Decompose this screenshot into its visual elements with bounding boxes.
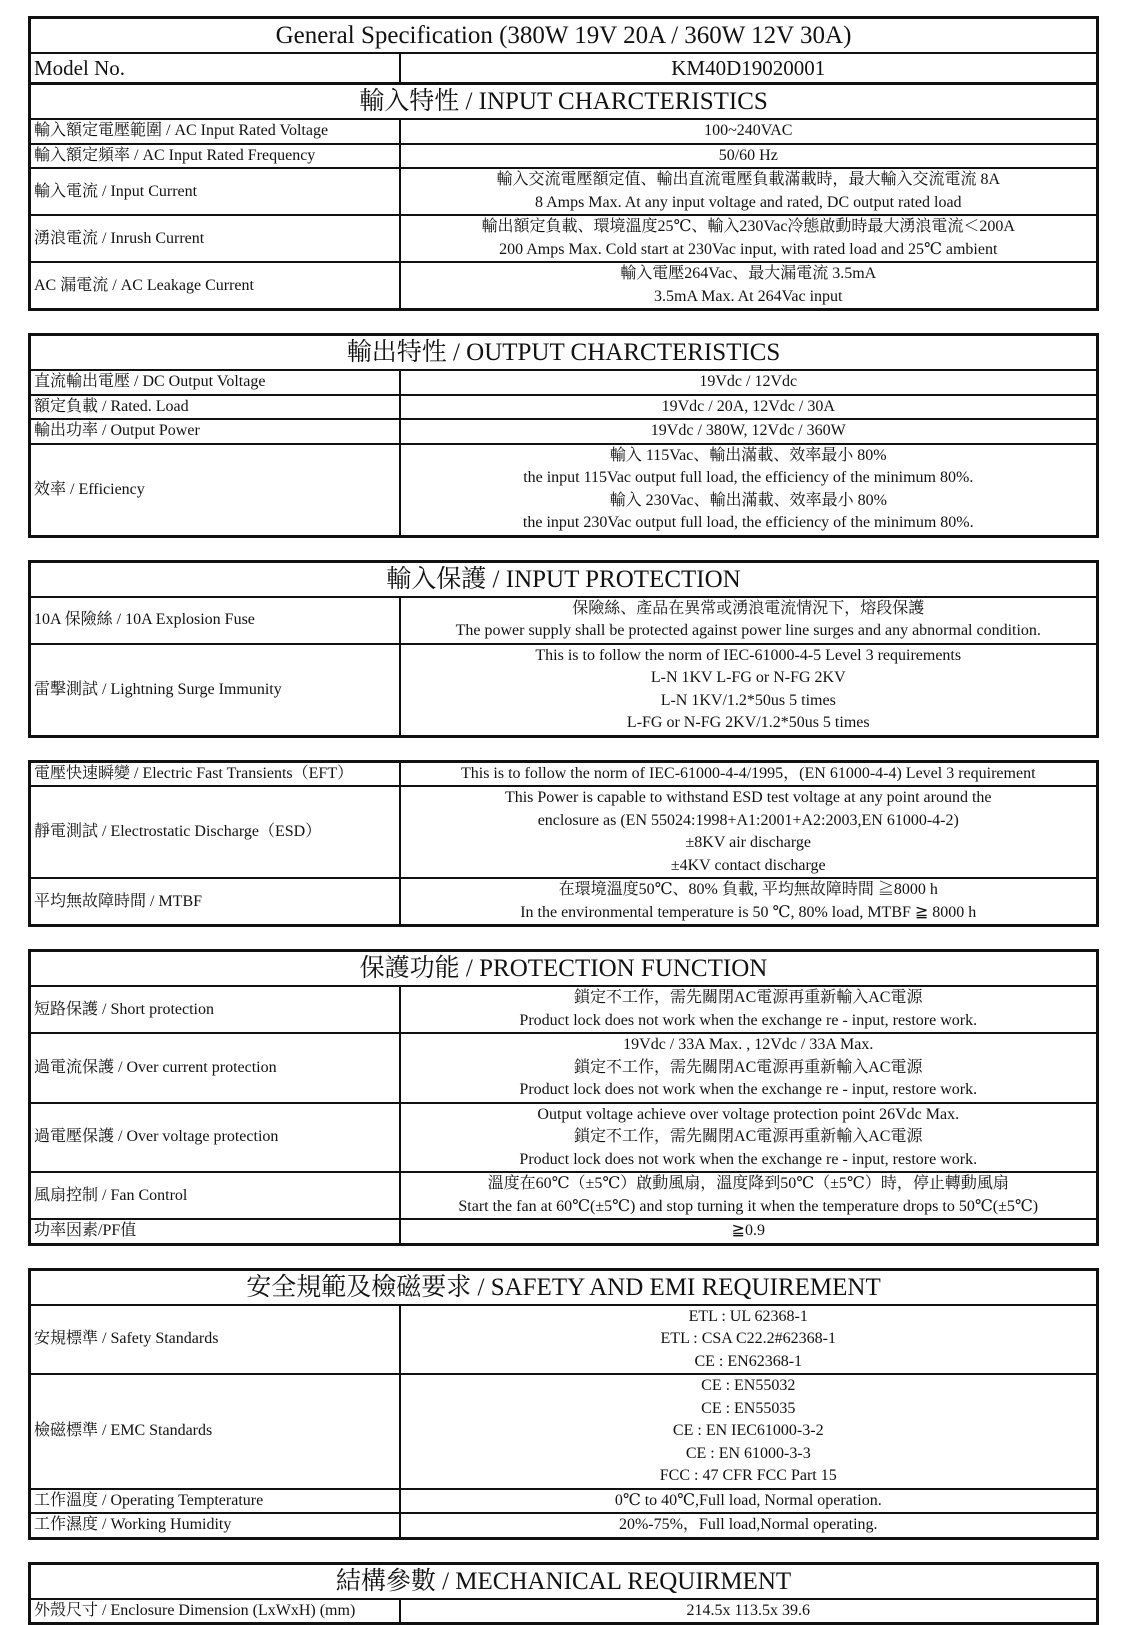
spec-label: 電壓快速瞬變 / Electric Fast Transients（EFT）: [30, 761, 400, 786]
spec-label: 靜電測試 / Electrostatic Discharge（ESD）: [30, 786, 400, 878]
spec-value-line: 輸入電壓264Vac、最大漏電流 3.5mA: [404, 263, 1094, 286]
spec-value: [400, 1033, 1098, 1103]
spec-label: 輸入電流 / Input Current: [30, 168, 400, 215]
document-title: General Specification (380W 19V 20A / 360W 12V 30A): [30, 18, 1098, 54]
spec-section: [28, 760, 1099, 928]
spec-section: [28, 1268, 1099, 1540]
section-title: 輸入保護 / INPUT PROTECTION: [30, 561, 1098, 597]
spec-value-line: Start the fan at 60℃(±5℃) and stop turning it when the temperature drops to 50℃(±5℃): [404, 1196, 1094, 1219]
spec-value-line: FCC : 47 CFR FCC Part 15: [404, 1465, 1094, 1488]
section-spacer: [28, 1246, 1096, 1268]
spec-row: [30, 1599, 1098, 1624]
spec-value-line: 200 Amps Max. Cold start at 230Vac input, with rated load and 25℃ ambient: [404, 239, 1094, 262]
spec-value-line: the input 230Vac output full load, the efficiency of the minimum 80%.: [404, 512, 1094, 535]
section-title: 安全規範及檢磁要求 / SAFETY AND EMI REQUIREMENT: [30, 1269, 1098, 1305]
spec-value-line: 20%-75%，Full load,Normal operating.: [404, 1514, 1094, 1537]
spec-value-line: In the environmental temperature is 50 ℃, 80% load, MTBF ≧ 8000 h: [404, 902, 1094, 925]
spec-value-line: CE : EN62368-1: [404, 1351, 1094, 1374]
spec-label: 風扇控制 / Fan Control: [30, 1172, 400, 1219]
spec-section: [28, 1562, 1099, 1625]
spec-value-line: Product lock does not work when the exchange re - input, restore work.: [404, 1010, 1094, 1033]
spec-label: 直流輸出電壓 / DC Output Voltage: [30, 370, 400, 395]
spec-label: 輸出功率 / Output Power: [30, 419, 400, 444]
spec-row: [30, 1489, 1098, 1514]
spec-value: [400, 1219, 1098, 1244]
spec-value-line: 19Vdc / 12Vdc: [404, 371, 1094, 394]
spec-row: [30, 1033, 1098, 1103]
spec-value-line: 溫度在60℃（±5℃）啟動風扇，溫度降到50℃（±5℃）時，停止轉動風扇: [404, 1173, 1094, 1196]
spec-value: [400, 1599, 1098, 1624]
spec-value-line: 鎖定不工作，需先關閉AC電源再重新輸入AC電源: [404, 987, 1094, 1010]
spec-value-line: 100~240VAC: [404, 120, 1094, 143]
spec-value-line: CE : EN IEC61000-3-2: [404, 1420, 1094, 1443]
spec-label: 輸入額定電壓範圍 / AC Input Rated Voltage: [30, 119, 400, 144]
spec-value: [400, 370, 1098, 395]
spec-value: [400, 144, 1098, 169]
spec-value-line: the input 115Vac output full load, the efficiency of the minimum 80%.: [404, 467, 1094, 490]
spec-value: [400, 168, 1098, 215]
spec-value-line: L-N 1KV L-FG or N-FG 2KV: [404, 667, 1094, 690]
spec-value-line: 19Vdc / 20A, 12Vdc / 30A: [404, 396, 1094, 419]
spec-value: [400, 1489, 1098, 1514]
spec-label: 效率 / Efficiency: [30, 444, 400, 537]
spec-value-line: L-FG or N-FG 2KV/1.2*50us 5 times: [404, 712, 1094, 735]
spec-value: [400, 878, 1098, 926]
spec-value: [400, 986, 1098, 1033]
model-number-label: Model No.: [30, 53, 400, 84]
spec-label: 10A 保險絲 / 10A Explosion Fuse: [30, 597, 400, 644]
spec-value-line: ±4KV contact discharge: [404, 855, 1094, 878]
spec-label: 檢磁標準 / EMC Standards: [30, 1374, 400, 1489]
spec-row: [30, 144, 1098, 169]
spec-value-line: 輸入 230Vac、輸出滿載、效率最小 80%: [404, 490, 1094, 513]
spec-value-line: ≧0.9: [404, 1220, 1094, 1243]
spec-value-line: CE : EN 61000-3-3: [404, 1443, 1094, 1466]
spec-section: [28, 333, 1099, 538]
spec-row: [30, 1172, 1098, 1219]
spec-value-line: 鎖定不工作，需先關閉AC電源再重新輸入AC電源: [404, 1126, 1094, 1149]
spec-value: [400, 215, 1098, 262]
spec-value: [400, 1103, 1098, 1173]
spec-row: [30, 1103, 1098, 1173]
spec-label: 過電壓保護 / Over voltage protection: [30, 1103, 400, 1173]
spec-value-line: 輸出額定負載、環境溫度25℃、輸入230Vac冷態啟動時最大湧浪電流＜200A: [404, 216, 1094, 239]
spec-row: [30, 878, 1098, 926]
spec-label: 額定負載 / Rated. Load: [30, 395, 400, 420]
spec-value: [400, 786, 1098, 878]
spec-value: [400, 597, 1098, 644]
spec-row: [30, 419, 1098, 444]
spec-value-line: ±8KV air discharge: [404, 832, 1094, 855]
spec-label: 短路保護 / Short protection: [30, 986, 400, 1033]
spec-value-line: 3.5mA Max. At 264Vac input: [404, 286, 1094, 309]
spec-row: [30, 370, 1098, 395]
spec-value: [400, 262, 1098, 310]
spec-value-line: ETL : UL 62368-1: [404, 1306, 1094, 1329]
spec-label: 湧浪電流 / Inrush Current: [30, 215, 400, 262]
spec-value-line: CE : EN55035: [404, 1398, 1094, 1421]
spec-row: [30, 644, 1098, 737]
spec-value: [400, 395, 1098, 420]
spec-value-line: 0℃ to 40℃,Full load, Normal operation.: [404, 1490, 1094, 1513]
spec-label: 平均無故障時間 / MTBF: [30, 878, 400, 926]
general-spec-header: [28, 16, 1099, 85]
spec-row: [30, 215, 1098, 262]
spec-label: 工作溫度 / Operating Tempterature: [30, 1489, 400, 1514]
spec-value-line: This is to follow the norm of IEC-61000-4-4/1995，(EN 61000-4-4) Level 3 requirement: [404, 763, 1094, 786]
spec-section: [28, 85, 1099, 311]
spec-row: [30, 1219, 1098, 1244]
spec-value-line: Product lock does not work when the exchange re - input, restore work.: [404, 1079, 1094, 1102]
spec-row: [30, 119, 1098, 144]
spec-value: [400, 761, 1098, 786]
section-spacer: [28, 538, 1096, 560]
section-title: 輸出特性 / OUTPUT CHARCTERISTICS: [30, 335, 1098, 371]
spec-sheet: [28, 16, 1096, 1625]
spec-label: 過電流保護 / Over current protection: [30, 1033, 400, 1103]
spec-value-line: L-N 1KV/1.2*50us 5 times: [404, 690, 1094, 713]
spec-value-line: This is to follow the norm of IEC-61000-4-5 Level 3 requirements: [404, 645, 1094, 668]
spec-row: [30, 1374, 1098, 1489]
spec-value-line: CE : EN55032: [404, 1375, 1094, 1398]
spec-label: 輸入額定頻率 / AC Input Rated Frequency: [30, 144, 400, 169]
spec-row: [30, 1305, 1098, 1375]
spec-value: [400, 444, 1098, 537]
spec-label: 安規標準 / Safety Standards: [30, 1305, 400, 1375]
spec-value: [400, 419, 1098, 444]
spec-row: [30, 168, 1098, 215]
model-number-value: KM40D19020001: [400, 53, 1098, 84]
spec-value-line: 50/60 Hz: [404, 145, 1094, 168]
spec-value-line: Product lock does not work when the exchange re - input, restore work.: [404, 1149, 1094, 1172]
section-title: 輸入特性 / INPUT CHARCTERISTICS: [30, 85, 1098, 119]
spec-value-line: 19Vdc / 380W, 12Vdc / 360W: [404, 420, 1094, 443]
spec-row: [30, 986, 1098, 1033]
spec-value: [400, 1305, 1098, 1375]
spec-value-line: enclosure as (EN 55024:1998+A1:2001+A2:2003,EN 61000-4-2): [404, 810, 1094, 833]
spec-value-line: ETL : CSA C22.2#62368-1: [404, 1328, 1094, 1351]
section-spacer: [28, 311, 1096, 333]
spec-value: [400, 119, 1098, 144]
spec-section: [28, 949, 1099, 1246]
section-spacer: [28, 927, 1096, 949]
spec-value-line: The power supply shall be protected against power line surges and any abnormal condition.: [404, 620, 1094, 643]
spec-value-line: 19Vdc / 33A Max. , 12Vdc / 33A Max.: [404, 1034, 1094, 1057]
section-spacer: [28, 1540, 1096, 1562]
spec-value-line: Output voltage achieve over voltage protection point 26Vdc Max.: [404, 1104, 1094, 1127]
spec-value-line: 在環境溫度50℃、80% 負載, 平均無故障時間 ≧8000 h: [404, 879, 1094, 902]
section-title: 保護功能 / PROTECTION FUNCTION: [30, 951, 1098, 987]
spec-value: [400, 1374, 1098, 1489]
spec-value: [400, 1513, 1098, 1538]
spec-row: [30, 1513, 1098, 1538]
spec-value-line: This Power is capable to withstand ESD test voltage at any point around the: [404, 787, 1094, 810]
spec-value-line: 保險絲、產品在異常或湧浪電流情況下，熔段保護: [404, 598, 1094, 621]
spec-value-line: 輸入 115Vac、輸出滿載、效率最小 80%: [404, 445, 1094, 468]
spec-value-line: 214.5x 113.5x 39.6: [404, 1600, 1094, 1623]
spec-value: [400, 1172, 1098, 1219]
spec-label: 雷擊測試 / Lightning Surge Immunity: [30, 644, 400, 737]
spec-label: 工作濕度 / Working Humidity: [30, 1513, 400, 1538]
spec-row: [30, 444, 1098, 537]
spec-section: [28, 560, 1099, 738]
spec-sections: [28, 85, 1096, 1625]
spec-label: 功率因素/PF值: [30, 1219, 400, 1244]
spec-value: [400, 644, 1098, 737]
spec-row: [30, 761, 1098, 786]
spec-row: [30, 786, 1098, 878]
spec-value-line: 鎖定不工作，需先關閉AC電源再重新輸入AC電源: [404, 1057, 1094, 1080]
section-spacer: [28, 738, 1096, 760]
spec-value-line: 8 Amps Max. At any input voltage and rated, DC output rated load: [404, 192, 1094, 215]
section-title: 結構參數 / MECHANICAL REQUIRMENT: [30, 1563, 1098, 1599]
spec-label: 外殼尺寸 / Enclosure Dimension (LxWxH) (mm): [30, 1599, 400, 1624]
spec-row: [30, 395, 1098, 420]
spec-row: [30, 262, 1098, 310]
spec-row: [30, 597, 1098, 644]
spec-value-line: 輸入交流電壓額定值、輸出直流電壓負載滿載時，最大輸入交流電流 8A: [404, 169, 1094, 192]
spec-label: AC 漏電流 / AC Leakage Current: [30, 262, 400, 310]
